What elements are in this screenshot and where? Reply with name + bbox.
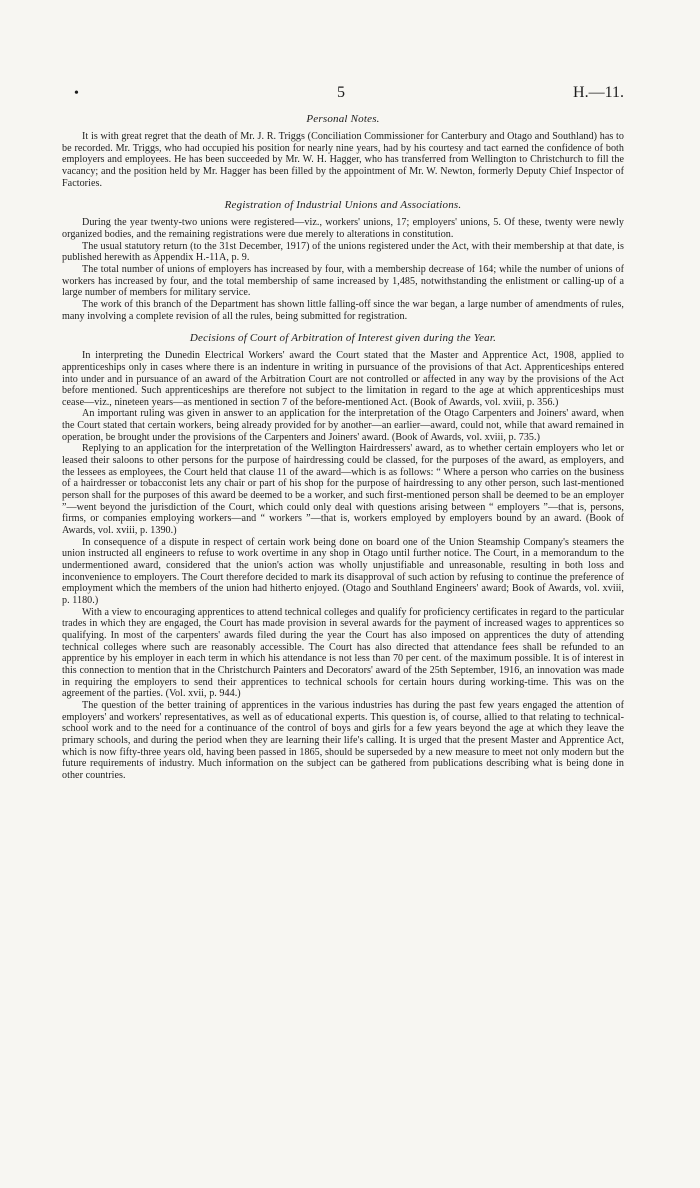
paragraph: With a view to encouraging apprentices to attend technical colleges and qualify for proficiency certificates in regard to the particular trades in which they are engaged, the Court has made provision in several awards for the payment of increased wages to apprentices so qualifying. In most of the carpenters' awards filed during the year the Court has also imposed on apprentices the duty of attending technical colleges where such are reasonably accessible. The Court has also directed that attendance fees shall be refunded to an apprentice by his employer in each term in which his attendance is not less than 70 per cent. of the maximum possible. It is of interest in this connection to mention that in the Christchurch Painters and Decorators' award of the 25th September, 1916, an innovation was made in requiring the employers to send their apprentices to technical schools for certain hours during working-time. This was on the agreement of the parties. (Vol. xvii, p. 944.)	[62, 606, 624, 700]
page-header	[0, 86, 700, 106]
section-court-decisions	[62, 332, 624, 781]
section-personal-notes	[62, 113, 624, 189]
paragraph: It is with great regret that the death of Mr. J. R. Triggs (Conciliation Commissioner for Canterbury and Otago and Southland) has to be recorded. Mr. Triggs, who had occupied his position for nearly nine years, had by his courtesy and tact earned the confidence of both employers and employees. He has been succeeded by Mr. W. H. Hagger, who has transferred from Wellington to Christchurch to fill the vacancy; and the position held by Mr. Hagger has been filled by the appointment of Mr. W. Newton, formerly Deputy Chief Inspector of Factories.	[62, 131, 624, 189]
document-series: H.—11.	[573, 84, 624, 101]
section-heading: Personal Notes.	[306, 113, 380, 125]
paragraph: In interpreting the Dunedin Electrical Workers' award the Court stated that the Master and Apprentice Act, 1908, applied to apprenticeships only in cases where there is an indenture in writing in pursuance of the provisions of that Act. Apprenticeships entered into under and in pursuance of an award of the Arbitration Court are not controlled or affected in any way by the provisions of the Act before mentioned. Such apprenticeships are therefore not subject to the limitation in regard to the age at which apprenticeships must cease—viz., nineteen years—as mentioned in section 7 of the before-mentioned Act. (Book of Awards, vol. xviii, p. 356.)	[62, 350, 624, 408]
paragraph: The total number of unions of employers has increased by four, with a membership decrease of 164; while the number of unions of workers has increased by four, and the total membership of same increased by 1,485, notwithstanding the enlistment or calling-up of a large number of members for military service.	[62, 263, 624, 299]
document-body	[62, 113, 624, 791]
section-registration	[62, 199, 624, 322]
paragraph: In consequence of a dispute in respect of certain work being done on board one of the Union Steamship Company's steamers the union instructed all engineers to refuse to work overtime in any shop in Otago until further notice. The Court, in a memorandum to the undermentioned award, considered that the union's action was wholly unjustifiable and unreasonable, resulting in both loss and inconvenience to employers. The Court therefore decided to mark its disapproval of such action by refusing to continue the preference of employment which the members of the union had hitherto enjoyed. (Otago and Southland Engineers' award; Book of Awards, vol. xviii, p. 1180.)	[62, 536, 624, 606]
paragraph: The work of this branch of the Department has shown little falling-off since the war began, a large number of amendments of rules, many involving a complete revision of all the rules, being submitted for registration.	[62, 298, 624, 322]
paragraph: An important ruling was given in answer to an application for the interpretation of the Otago Carpenters and Joiners' award, when the Court stated that certain workers, being already provided for by another—an earlier—award, could not, while that award remained in operation, be brought under the provisions of the Carpenters and Joiners' award. (Book of Awards, vol. xviii, p. 735.)	[62, 408, 624, 443]
margin-mark: •	[74, 86, 79, 101]
paragraph: Replying to an application for the interpretation of the Wellington Hairdressers' award, as to whether certain employers who let or leased their saloons to other persons for the purpose of hairdressing could be classed, for the purposes of the award, as employers, and the lessees as employees, the Court held that clause 11 of the award—which is as follows: “ Where a person who carries on the business of a hairdresser or tobacconist lets any chair or part of his shop for the purpose of hairdressing to any other person, such last-mentioned person shall for the purposes of this award be deemed to be a worker, and such first-mentioned person shall be deemed to be an employer ”—went beyond the jurisdiction of the Court, which could only deal with questions arising between “ employers ”—that is, persons, firms, or companies employing workers—and “ workers ”—that is, workers employed by employers bound by an award. (Book of Awards, vol. xviii, p. 1390.)	[62, 443, 624, 537]
paragraph: The question of the better training of apprentices in the various industries has during the past few years engaged the attention of employers' and workers' representatives, as well as of educational experts. This question is, of course, allied to that relating to technical-school work and to the need for a continuance of the control of boys and girls for a few years beyond the age at which they leave the primary schools, and during the period when they are learning their life's calling. It is urged that the present Master and Apprentice Act, which is now fifty-three years old, having been passed in 1865, should be superseded by a new measure to meet not only modern but the future requirements of industry. Much information on the subject can be gathered from publications describing what is being done in other countries.	[62, 699, 624, 781]
paragraph: The usual statutory return (to the 31st December, 1917) of the unions registered under the Act, with their membership at that date, is published herewith as Appendix H.-11A, p. 9.	[62, 240, 624, 264]
section-heading: Decisions of Court of Arbitration of Interest given during the Year.	[189, 332, 497, 345]
paragraph: During the year twenty-two unions were registered—viz., workers' unions, 17; employers' unions, 5. Of these, twenty were newly organized bodies, and the remaining registrations were due merely to alterations in constitution.	[62, 217, 624, 240]
section-heading: Registration of Industrial Unions and Associations.	[224, 199, 462, 212]
page-number: 5	[337, 84, 345, 101]
